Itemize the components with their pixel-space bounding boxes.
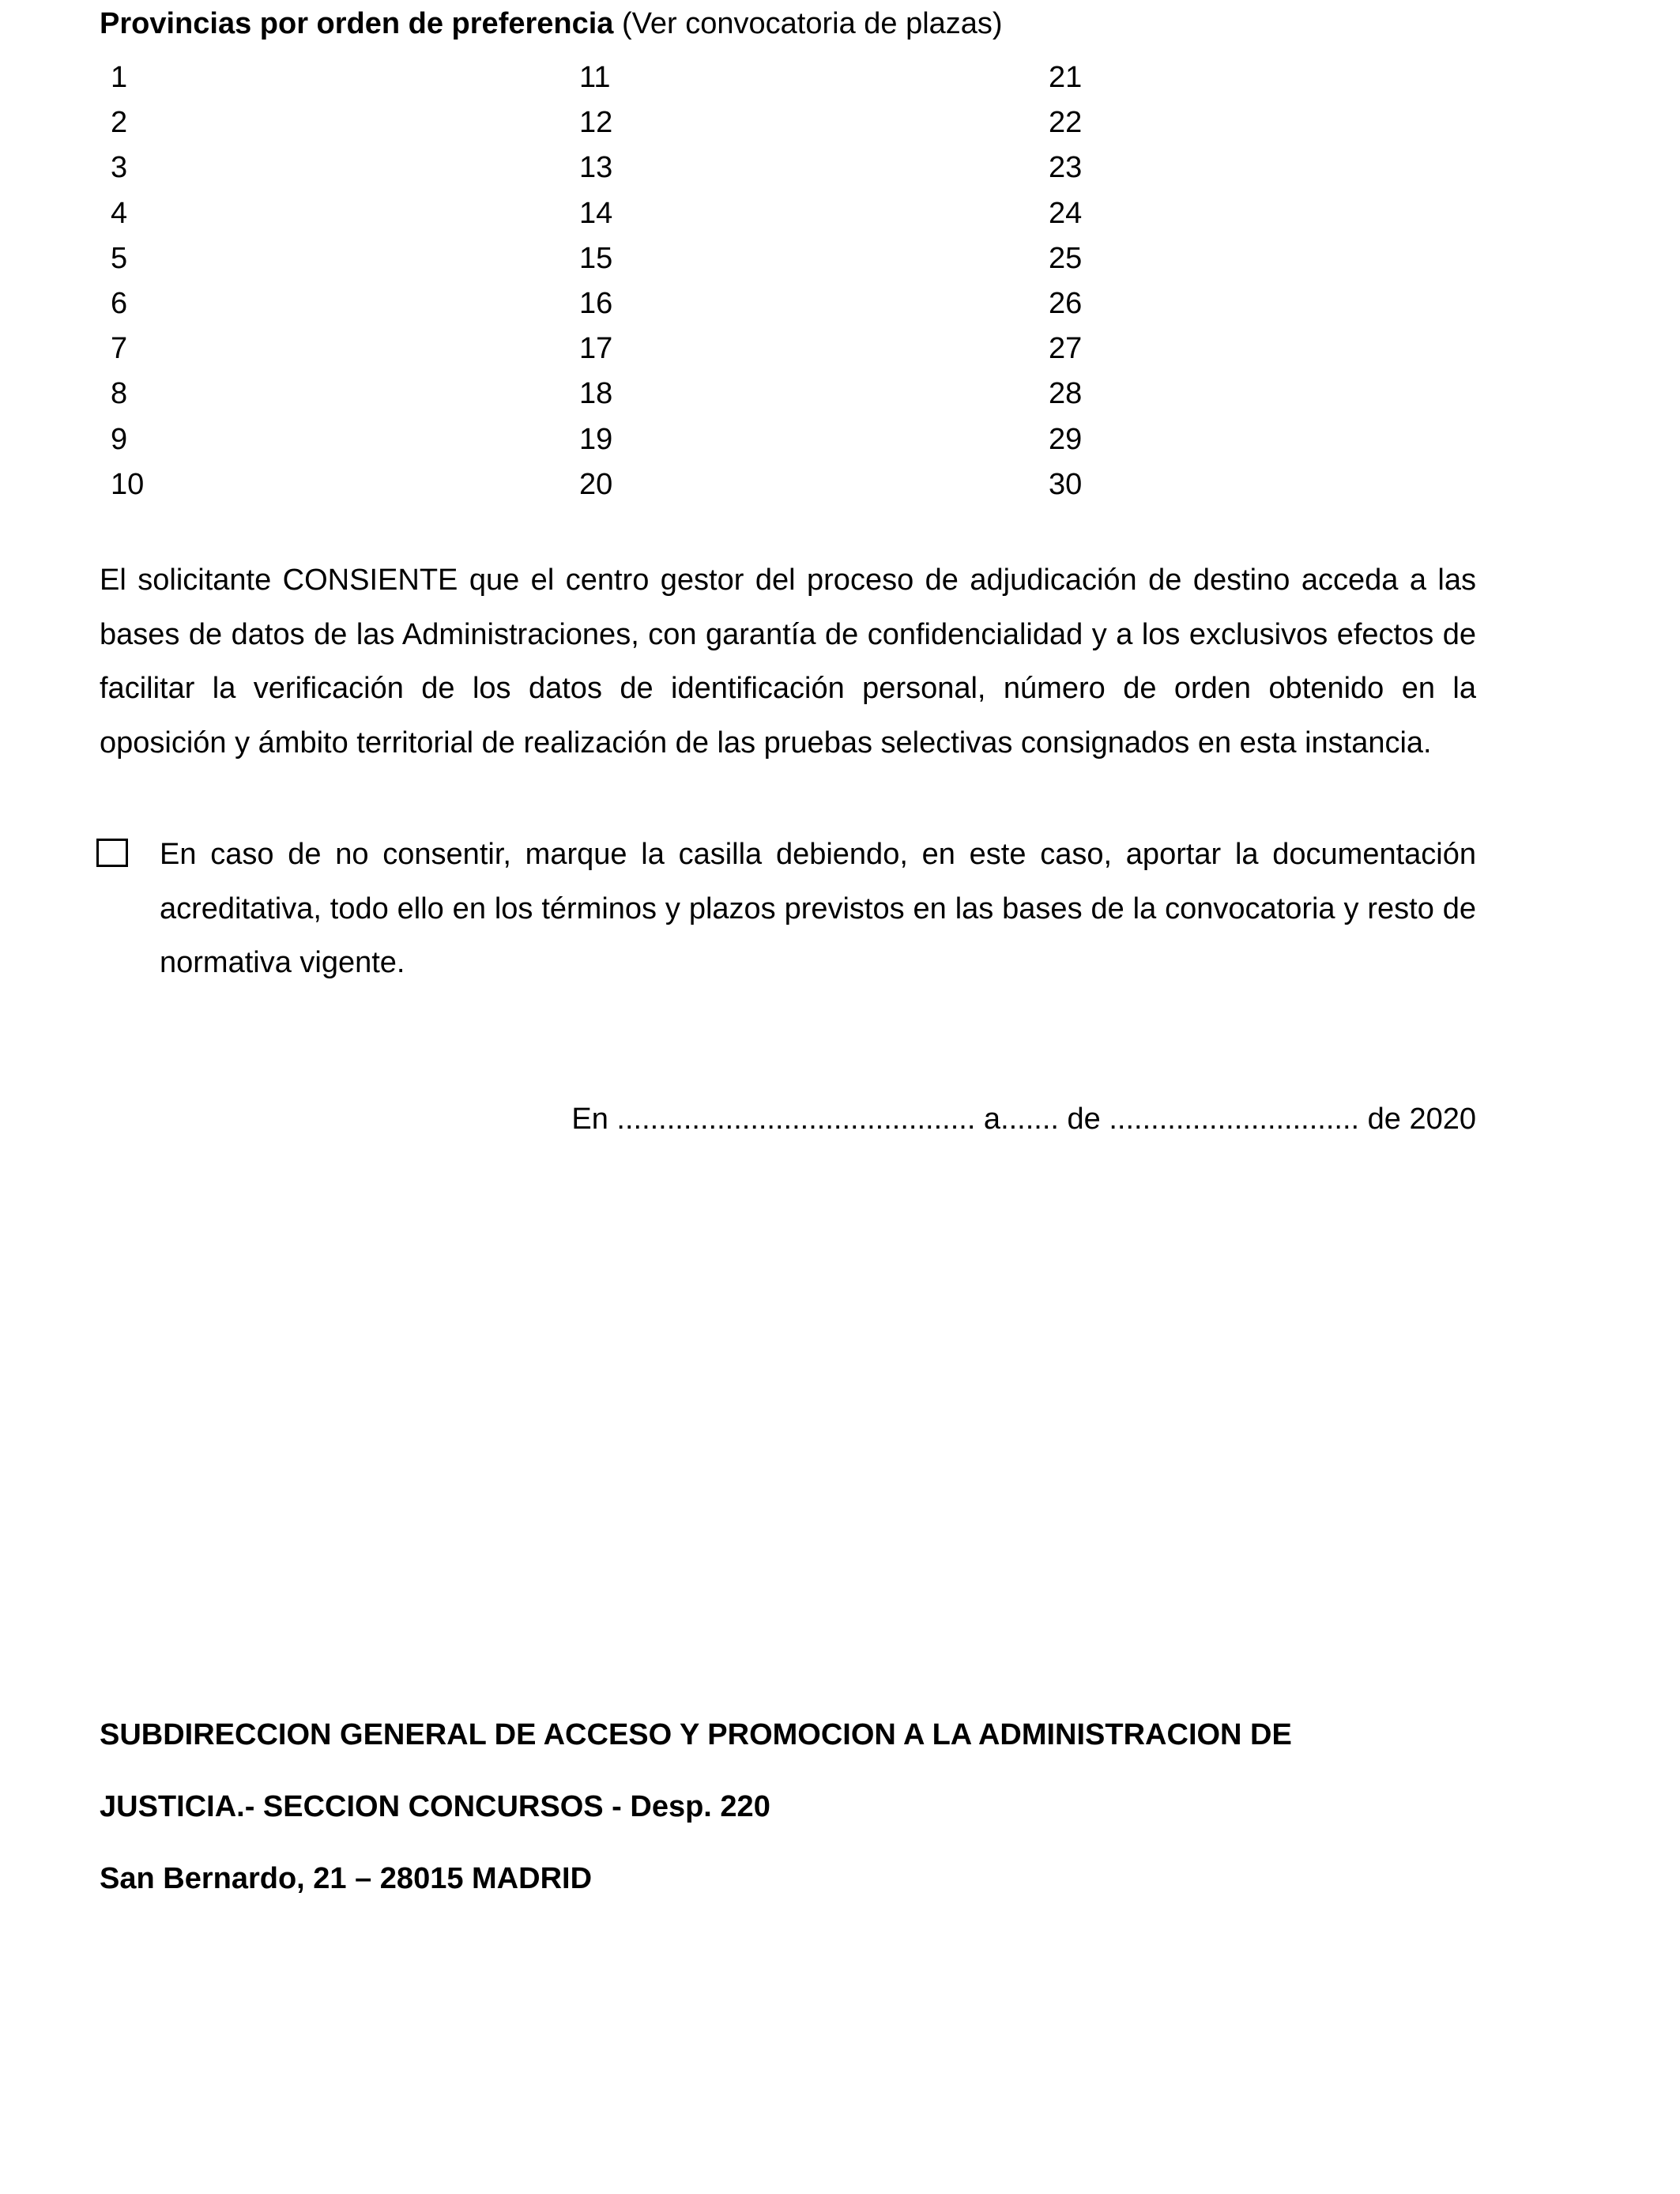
province-slot-number: 3 (111, 151, 128, 185)
province-slot-number: 7 (111, 332, 128, 366)
province-slot-number: 23 (1049, 151, 1083, 185)
footer-address (100, 1681, 1476, 1933)
provinces-column-1 (111, 55, 144, 507)
province-slot-number: 17 (579, 332, 613, 366)
province-slot-number: 1 (111, 61, 128, 94)
province-slot-number: 28 (1049, 377, 1083, 411)
province-slot-number: 20 (579, 467, 613, 501)
provinces-column-3 (1049, 55, 1082, 507)
province-slot-number: 30 (1049, 467, 1083, 501)
province-slot-number: 18 (579, 377, 613, 411)
province-slot-number: 22 (1049, 106, 1083, 140)
province-slot-number: 6 (111, 286, 128, 320)
province-slot-number: 16 (579, 286, 613, 320)
province-slot-number: 4 (111, 196, 128, 230)
province-slot-number: 8 (111, 377, 128, 411)
consent-paragraph: El solicitante CONSIENTE que el centro gestor del proceso de adjudicación de destino acceda a las bases de datos de las Administraciones, con garantía de confidencialidad y a los exclusivos efectos de facilitar la verificación de los datos de identificación personal, número de orden obtenido en la oposición y ámbito territorial de realización de las pruebas selectivas consignados en esta instancia. (100, 564, 1476, 760)
province-slot-number: 19 (579, 422, 613, 456)
province-slot-number: 27 (1049, 332, 1083, 366)
province-slot-number: 13 (579, 151, 613, 185)
footer-line-2: JUSTICIA.- SECCION CONCURSOS - Desp. 220 (100, 1789, 770, 1823)
province-slot-number: 21 (1049, 61, 1083, 94)
footer-line-1: SUBDIRECCION GENERAL DE ACCESO Y PROMOCION A LA ADMINISTRACION DE (100, 1717, 1292, 1751)
province-slot-number: 9 (111, 422, 128, 456)
provinces-heading-note: (Ver convocatoria de plazas) (622, 7, 1003, 40)
province-slot-number: 5 (111, 241, 128, 275)
province-slot-number: 10 (111, 467, 145, 501)
province-slot-number: 15 (579, 241, 613, 275)
province-slot-number: 26 (1049, 286, 1083, 320)
no-consent-checkbox[interactable] (96, 839, 128, 867)
footer-line-3: San Bernardo, 21 – 28015 MADRID (100, 1861, 593, 1895)
province-slot-number: 2 (111, 106, 128, 140)
provinces-heading (100, 3, 1003, 44)
province-slot-number: 25 (1049, 241, 1083, 275)
province-slot-number: 29 (1049, 422, 1083, 456)
place-date-line: En ........................................... a....... de .............................. de 2020 (571, 1103, 1476, 1136)
provinces-heading-title: Provincias por orden de preferencia (100, 7, 614, 40)
province-slot-number: 12 (579, 106, 613, 140)
no-consent-paragraph: En caso de no consentir, marque la casilla debiendo, en este caso, aportar la documentación acreditativa, todo ello en los términos y plazos previstos en las bases de la convocatoria y resto de normativa vigente. (160, 838, 1476, 979)
province-slot-number: 24 (1049, 196, 1083, 230)
province-slot-number: 11 (579, 61, 611, 94)
provinces-column-2 (579, 55, 612, 507)
province-slot-number: 14 (579, 196, 613, 230)
